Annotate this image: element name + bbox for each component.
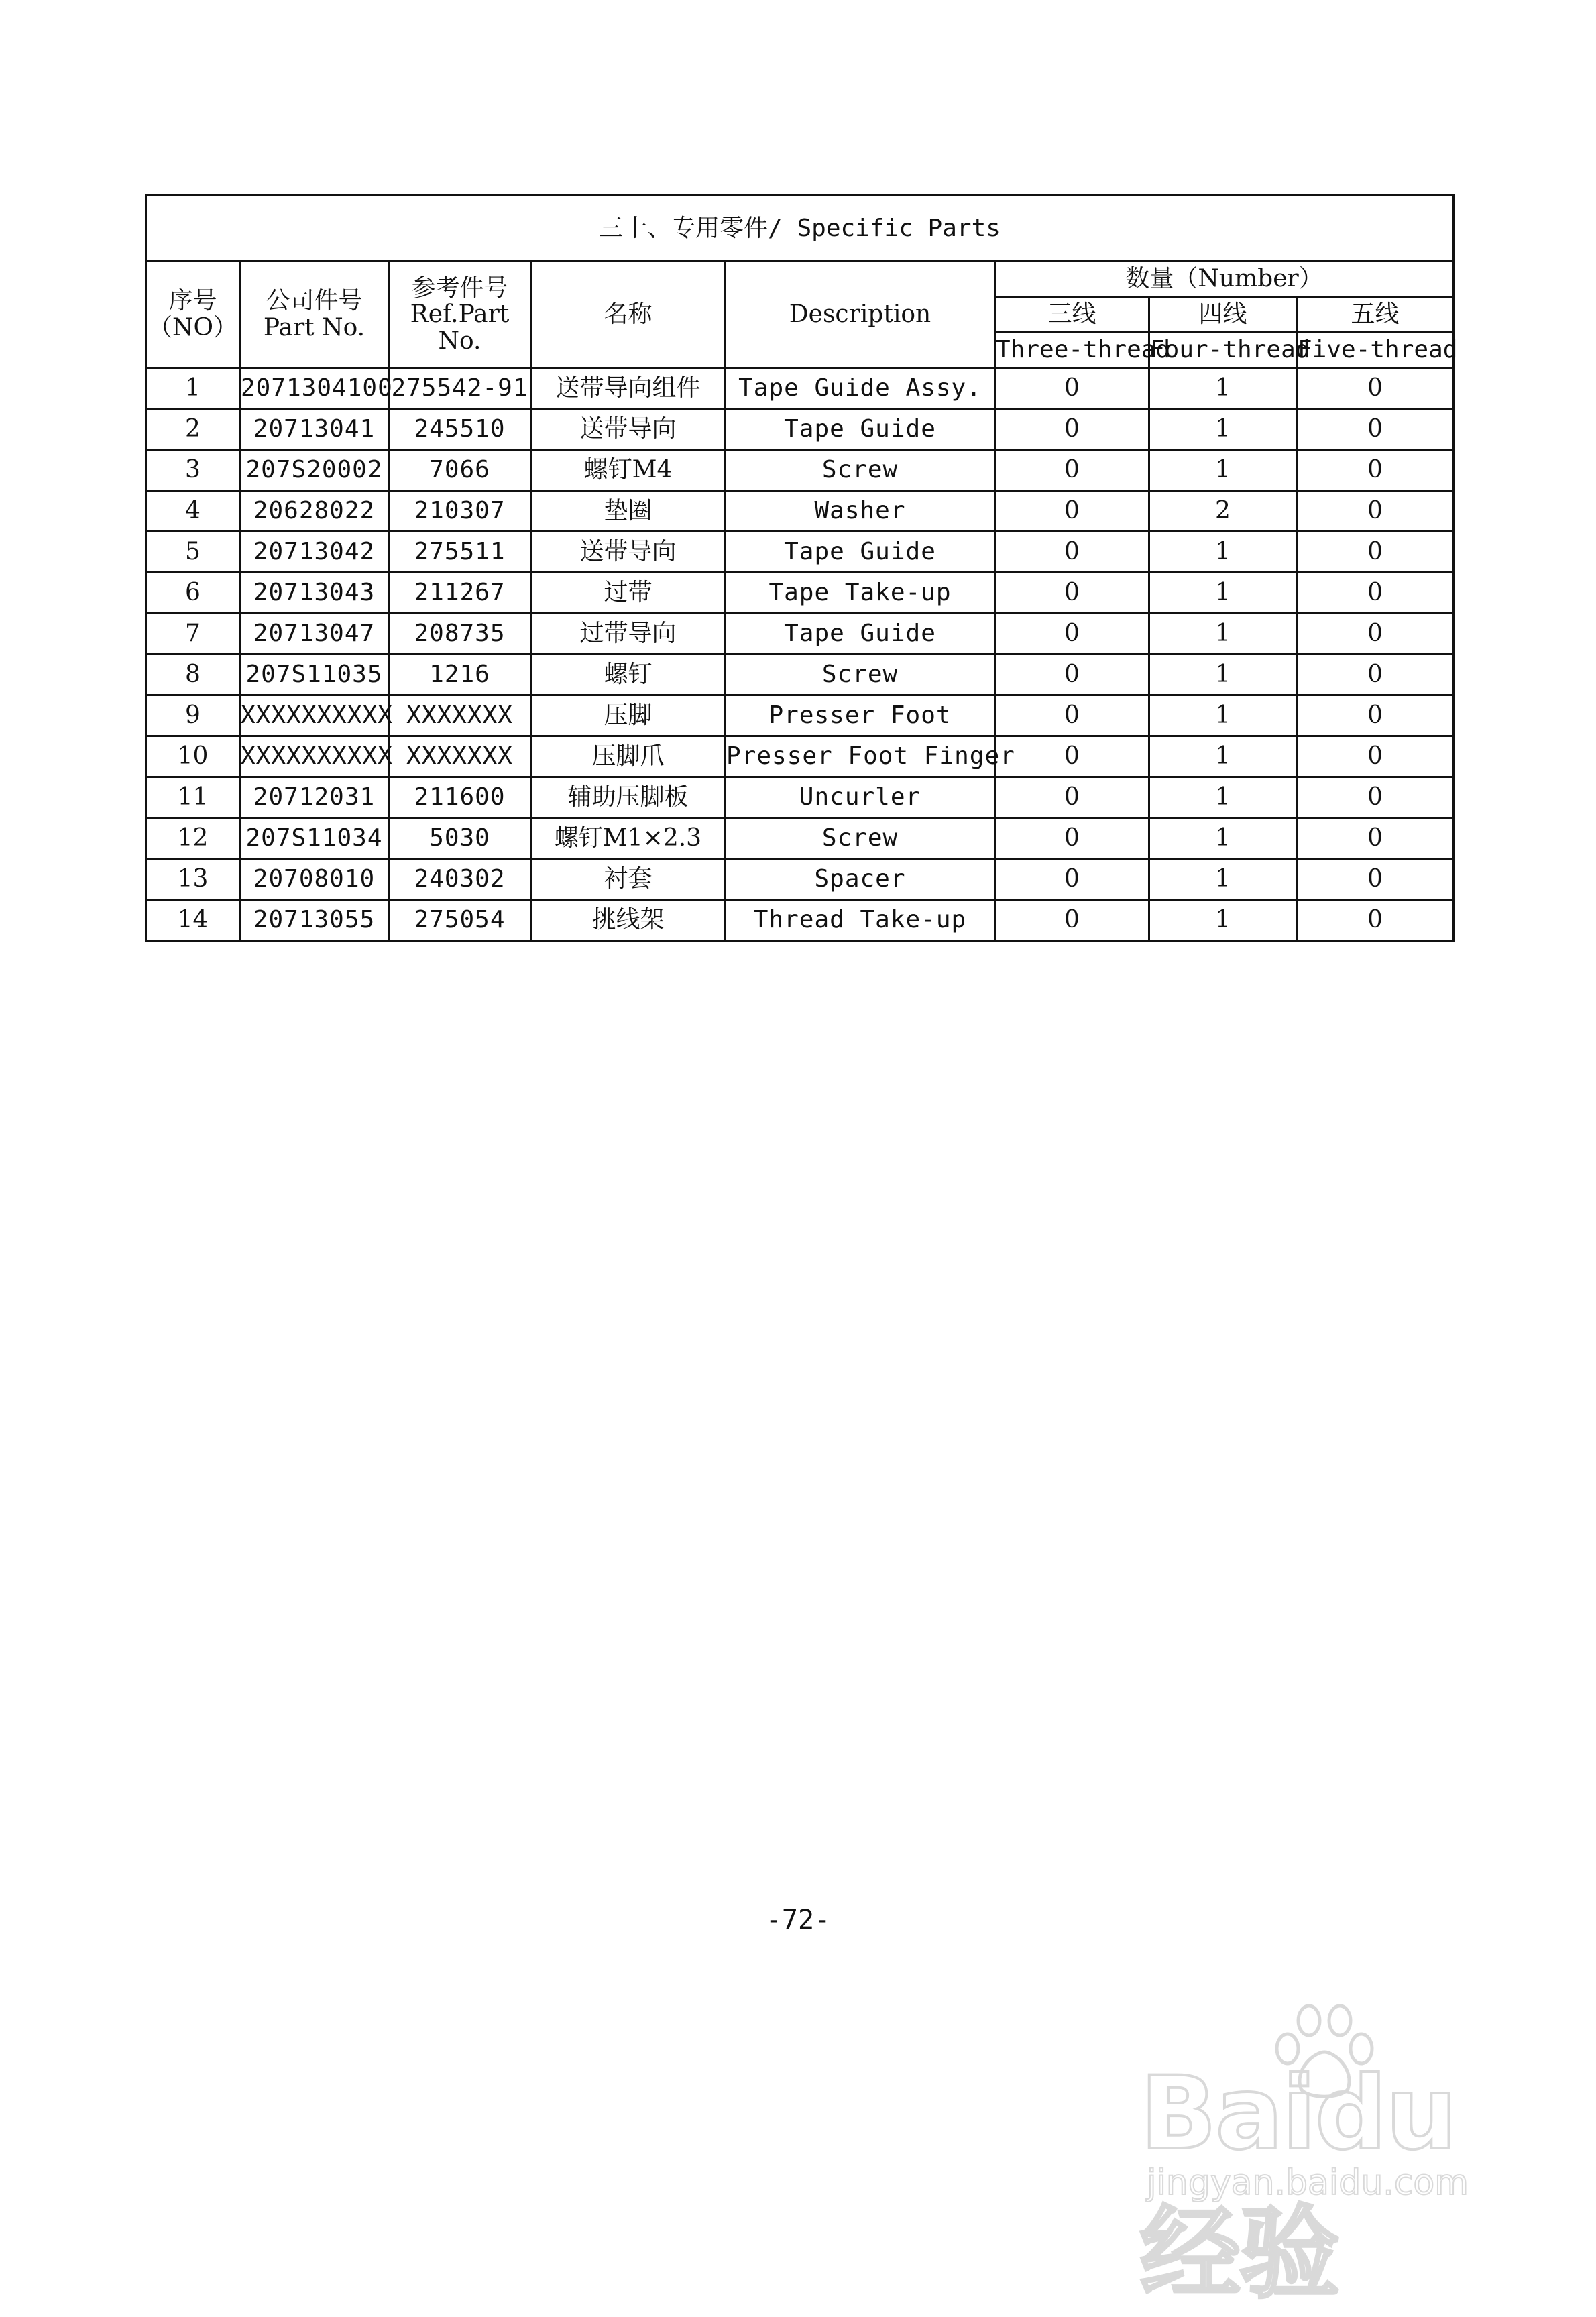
watermark-brand: Baidu经验 bbox=[1140, 2055, 1457, 2312]
row-description: Spacer bbox=[726, 859, 995, 900]
row-name: 过带导向 bbox=[531, 614, 726, 655]
row-part-no: 207S11035 bbox=[240, 655, 389, 695]
row-part-no: 20713041 bbox=[240, 409, 389, 450]
row-qty-three: 0 bbox=[995, 532, 1149, 573]
table-row bbox=[146, 736, 1454, 777]
row-part-no: 2071304100 bbox=[240, 368, 389, 409]
row-qty-five: 0 bbox=[1297, 532, 1454, 573]
row-part-no: 20713043 bbox=[240, 573, 389, 614]
header-no: 序号 （NO） bbox=[146, 262, 240, 368]
row-qty-three: 0 bbox=[995, 614, 1149, 655]
row-qty-three: 0 bbox=[995, 655, 1149, 695]
row-description: Tape Guide bbox=[726, 614, 995, 655]
row-ref-part: 211267 bbox=[389, 573, 531, 614]
row-qty-four: 1 bbox=[1149, 818, 1297, 859]
row-qty-five: 0 bbox=[1297, 736, 1454, 777]
row-no: 5 bbox=[146, 532, 240, 573]
table-row bbox=[146, 491, 1454, 532]
header-quantity: 数量（Number） bbox=[995, 262, 1454, 297]
row-description: Screw bbox=[726, 450, 995, 491]
header-three-thread: 三线 bbox=[995, 297, 1149, 333]
row-qty-three: 0 bbox=[995, 900, 1149, 941]
row-description: Tape Guide Assy. bbox=[726, 368, 995, 409]
row-no: 10 bbox=[146, 736, 240, 777]
table-row bbox=[146, 777, 1454, 818]
title-cn: 三十、专用零件 bbox=[599, 214, 768, 242]
row-name: 螺钉M4 bbox=[531, 450, 726, 491]
table-row bbox=[146, 450, 1454, 491]
row-description: Presser Foot bbox=[726, 695, 995, 736]
row-qty-four: 1 bbox=[1149, 614, 1297, 655]
row-ref-part: 275054 bbox=[389, 900, 531, 941]
row-ref-part: 275511 bbox=[389, 532, 531, 573]
row-qty-five: 0 bbox=[1297, 573, 1454, 614]
row-ref-part: 5030 bbox=[389, 818, 531, 859]
table-title bbox=[146, 196, 1454, 262]
row-no: 13 bbox=[146, 859, 240, 900]
row-qty-four: 1 bbox=[1149, 900, 1297, 941]
header-description: Description bbox=[726, 262, 995, 368]
row-no: 2 bbox=[146, 409, 240, 450]
row-no: 1 bbox=[146, 368, 240, 409]
table-row bbox=[146, 859, 1454, 900]
table-row bbox=[146, 695, 1454, 736]
row-part-no: 20713047 bbox=[240, 614, 389, 655]
row-description: Tape Take-up bbox=[726, 573, 995, 614]
row-qty-five: 0 bbox=[1297, 859, 1454, 900]
header-four-thread-en: Four-thread bbox=[1149, 333, 1297, 368]
row-part-no: XXXXXXXXXX bbox=[240, 695, 389, 736]
row-name: 螺钉M1×2.3 bbox=[531, 818, 726, 859]
row-qty-three: 0 bbox=[995, 450, 1149, 491]
row-description: Screw bbox=[726, 818, 995, 859]
table-row bbox=[146, 368, 1454, 409]
row-ref-part: 240302 bbox=[389, 859, 531, 900]
header-five-thread: 五线 bbox=[1297, 297, 1454, 333]
row-qty-three: 0 bbox=[995, 818, 1149, 859]
row-name: 送带导向组件 bbox=[531, 368, 726, 409]
watermark-url: jingyan.baidu.com bbox=[1147, 2163, 1469, 2203]
row-qty-four: 1 bbox=[1149, 409, 1297, 450]
row-no: 3 bbox=[146, 450, 240, 491]
row-no: 4 bbox=[146, 491, 240, 532]
row-qty-five: 0 bbox=[1297, 368, 1454, 409]
row-ref-part: 1216 bbox=[389, 655, 531, 695]
row-qty-four: 1 bbox=[1149, 859, 1297, 900]
row-part-no: 20713055 bbox=[240, 900, 389, 941]
row-no: 12 bbox=[146, 818, 240, 859]
row-qty-four: 1 bbox=[1149, 695, 1297, 736]
row-name: 挑线架 bbox=[531, 900, 726, 941]
watermark bbox=[1140, 2002, 1516, 2312]
row-qty-three: 0 bbox=[995, 573, 1149, 614]
row-name: 送带导向 bbox=[531, 532, 726, 573]
header-three-thread-en: Three-thread bbox=[995, 333, 1149, 368]
table-row bbox=[146, 573, 1454, 614]
row-no: 6 bbox=[146, 573, 240, 614]
row-name: 辅助压脚板 bbox=[531, 777, 726, 818]
row-no: 11 bbox=[146, 777, 240, 818]
row-name: 压脚 bbox=[531, 695, 726, 736]
row-name: 垫圈 bbox=[531, 491, 726, 532]
table-row bbox=[146, 532, 1454, 573]
row-no: 8 bbox=[146, 655, 240, 695]
row-qty-four: 1 bbox=[1149, 532, 1297, 573]
row-no: 14 bbox=[146, 900, 240, 941]
table-row bbox=[146, 614, 1454, 655]
header-ref-part: 参考件号 Ref.Part No. bbox=[389, 262, 531, 368]
row-qty-three: 0 bbox=[995, 409, 1149, 450]
table-body bbox=[146, 368, 1454, 941]
row-qty-five: 0 bbox=[1297, 818, 1454, 859]
row-ref-part: 208735 bbox=[389, 614, 531, 655]
title-en: / Specific Parts bbox=[768, 214, 1001, 242]
table-row bbox=[146, 900, 1454, 941]
row-qty-five: 0 bbox=[1297, 614, 1454, 655]
row-qty-four: 1 bbox=[1149, 736, 1297, 777]
header-five-thread-en: Five-thread bbox=[1297, 333, 1454, 368]
row-ref-part: 210307 bbox=[389, 491, 531, 532]
row-qty-three: 0 bbox=[995, 777, 1149, 818]
row-description: Screw bbox=[726, 655, 995, 695]
row-qty-four: 1 bbox=[1149, 368, 1297, 409]
header-part-no: 公司件号 Part No. bbox=[240, 262, 389, 368]
row-qty-four: 1 bbox=[1149, 573, 1297, 614]
page-number: -72- bbox=[765, 1905, 831, 1935]
row-part-no: XXXXXXXXXX bbox=[240, 736, 389, 777]
table-row bbox=[146, 409, 1454, 450]
header-four-thread: 四线 bbox=[1149, 297, 1297, 333]
row-description: Presser Foot Finger bbox=[726, 736, 995, 777]
row-no: 7 bbox=[146, 614, 240, 655]
row-description: Tape Guide bbox=[726, 532, 995, 573]
row-qty-five: 0 bbox=[1297, 491, 1454, 532]
row-qty-four: 2 bbox=[1149, 491, 1297, 532]
parts-table bbox=[145, 194, 1458, 942]
row-qty-three: 0 bbox=[995, 736, 1149, 777]
row-ref-part: 7066 bbox=[389, 450, 531, 491]
header-name: 名称 bbox=[531, 262, 726, 368]
row-name: 送带导向 bbox=[531, 409, 726, 450]
row-ref-part: 275542-91 bbox=[389, 368, 531, 409]
row-description: Washer bbox=[726, 491, 995, 532]
row-part-no: 20628022 bbox=[240, 491, 389, 532]
table-row bbox=[146, 655, 1454, 695]
row-ref-part: 245510 bbox=[389, 409, 531, 450]
row-description: Uncurler bbox=[726, 777, 995, 818]
row-qty-three: 0 bbox=[995, 695, 1149, 736]
row-part-no: 207S11034 bbox=[240, 818, 389, 859]
row-qty-five: 0 bbox=[1297, 900, 1454, 941]
row-part-no: 207S20002 bbox=[240, 450, 389, 491]
table-row bbox=[146, 818, 1454, 859]
row-qty-four: 1 bbox=[1149, 777, 1297, 818]
row-ref-part: XXXXXXX bbox=[389, 695, 531, 736]
row-ref-part: 211600 bbox=[389, 777, 531, 818]
row-part-no: 20708010 bbox=[240, 859, 389, 900]
row-name: 过带 bbox=[531, 573, 726, 614]
row-no: 9 bbox=[146, 695, 240, 736]
row-qty-five: 0 bbox=[1297, 655, 1454, 695]
row-qty-three: 0 bbox=[995, 368, 1149, 409]
row-qty-four: 1 bbox=[1149, 655, 1297, 695]
row-ref-part: XXXXXXX bbox=[389, 736, 531, 777]
row-qty-three: 0 bbox=[995, 491, 1149, 532]
row-part-no: 20713042 bbox=[240, 532, 389, 573]
row-qty-three: 0 bbox=[995, 859, 1149, 900]
parts-table-container bbox=[145, 194, 1458, 942]
row-name: 压脚爪 bbox=[531, 736, 726, 777]
row-part-no: 20712031 bbox=[240, 777, 389, 818]
row-qty-four: 1 bbox=[1149, 450, 1297, 491]
row-qty-five: 0 bbox=[1297, 777, 1454, 818]
row-name: 衬套 bbox=[531, 859, 726, 900]
row-name: 螺钉 bbox=[531, 655, 726, 695]
row-description: Thread Take-up bbox=[726, 900, 995, 941]
row-qty-five: 0 bbox=[1297, 450, 1454, 491]
row-qty-five: 0 bbox=[1297, 695, 1454, 736]
row-description: Tape Guide bbox=[726, 409, 995, 450]
row-qty-five: 0 bbox=[1297, 409, 1454, 450]
